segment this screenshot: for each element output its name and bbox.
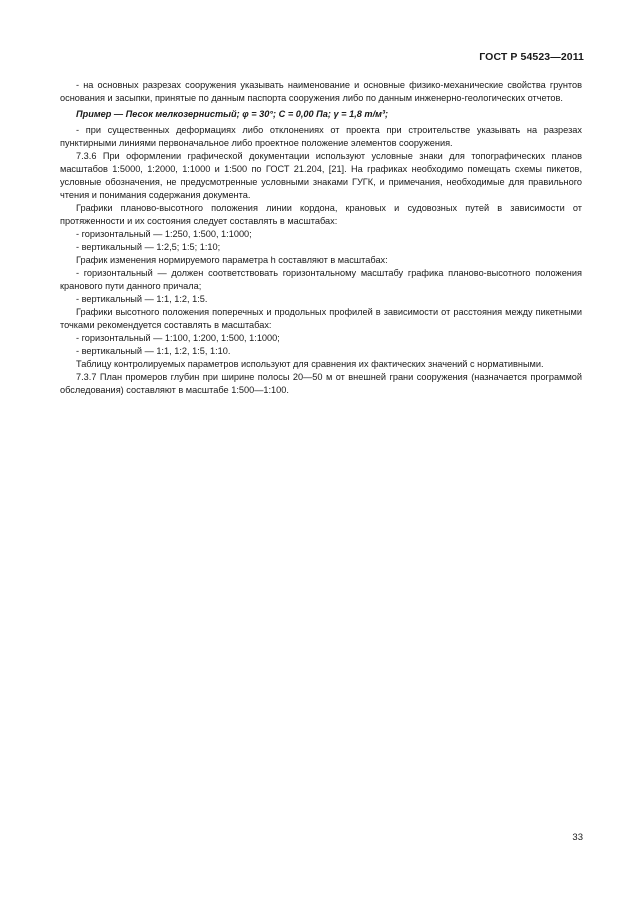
page-number: 33: [572, 832, 583, 843]
paragraph-profiles: Графики высотного положения поперечных и продольных профилей в зависимости от расстояния между пикетными точками рекомендуется составлять в масштабах:: [60, 307, 582, 330]
paragraph-soil-properties: - на основных разрезах сооружения указывать наименование и основные физико-механические свойства грунтов основания и засыпки, принятые по данным паспорта сооружения либо по данным инженерно-геологических отчетов.: [60, 80, 582, 103]
example-line: Пример — Песок мелкозернистый; φ = 30°; С = 0,00 Па; γ = 1,8 т/м³;: [76, 109, 389, 119]
paragraph-7-3-7: 7.3.7 План промеров глубин при ширине полосы 20—50 м от внешней грани сооружения (назначается программой обследования) составляют в масштабе 1:500—1:100.: [60, 372, 582, 395]
list-item-horizontal-1: - горизонтальный — 1:250, 1:500, 1:1000;: [76, 229, 252, 239]
list-item-vertical-3: - вертикальный — 1:1, 1:2, 1:5, 1:10.: [76, 346, 231, 356]
paragraph-7-3-6: 7.3.6 При оформлении графической документации используют условные знаки для топографических планов масштабов 1:5000, 1:2000, 1:1000 и 1:500 по ГОСТ 21.204, [21]. На графиках необходимо помещать схемы пикетов, условные обозначения, не предусмотренные условными знаками ГУГК, и примечания, необходимые для правильного чтения и понимания содержания документа.: [60, 151, 582, 200]
list-item-horizontal-2: - горизонтальный — должен соответствовать горизонтальному масштабу графика планово-высотного положения кранового пути данного причала;: [60, 268, 582, 291]
paragraph-deformations: - при существенных деформациях либо отклонениях от проекта при строительстве указывать на разрезах пунктирными линиями первоначальное либо проектное положение элементов сооружения.: [60, 125, 582, 148]
document-header: ГОСТ Р 54523—2011: [479, 51, 584, 63]
document-body: [60, 79, 582, 397]
paragraph-parameter-h: График изменения нормируемого параметра h составляют в масштабах:: [76, 255, 388, 265]
list-item-vertical-1: - вертикальный — 1:2,5; 1:5; 1:10;: [76, 242, 221, 252]
paragraph-parameters-table: Таблицу контролируемых параметров используют для сравнения их фактических значений с нормативными.: [76, 359, 544, 369]
paragraph-graphs-kordon: Графики планово-высотного положения линии кордона, крановых и судовозных путей в зависимости от протяженности и их состояния следует составлять в масштабах:: [60, 203, 582, 226]
list-item-vertical-2: - вертикальный — 1:1, 1:2, 1:5.: [76, 294, 208, 304]
list-item-horizontal-3: - горизонтальный — 1:100, 1:200, 1:500, 1:1000;: [76, 333, 280, 343]
